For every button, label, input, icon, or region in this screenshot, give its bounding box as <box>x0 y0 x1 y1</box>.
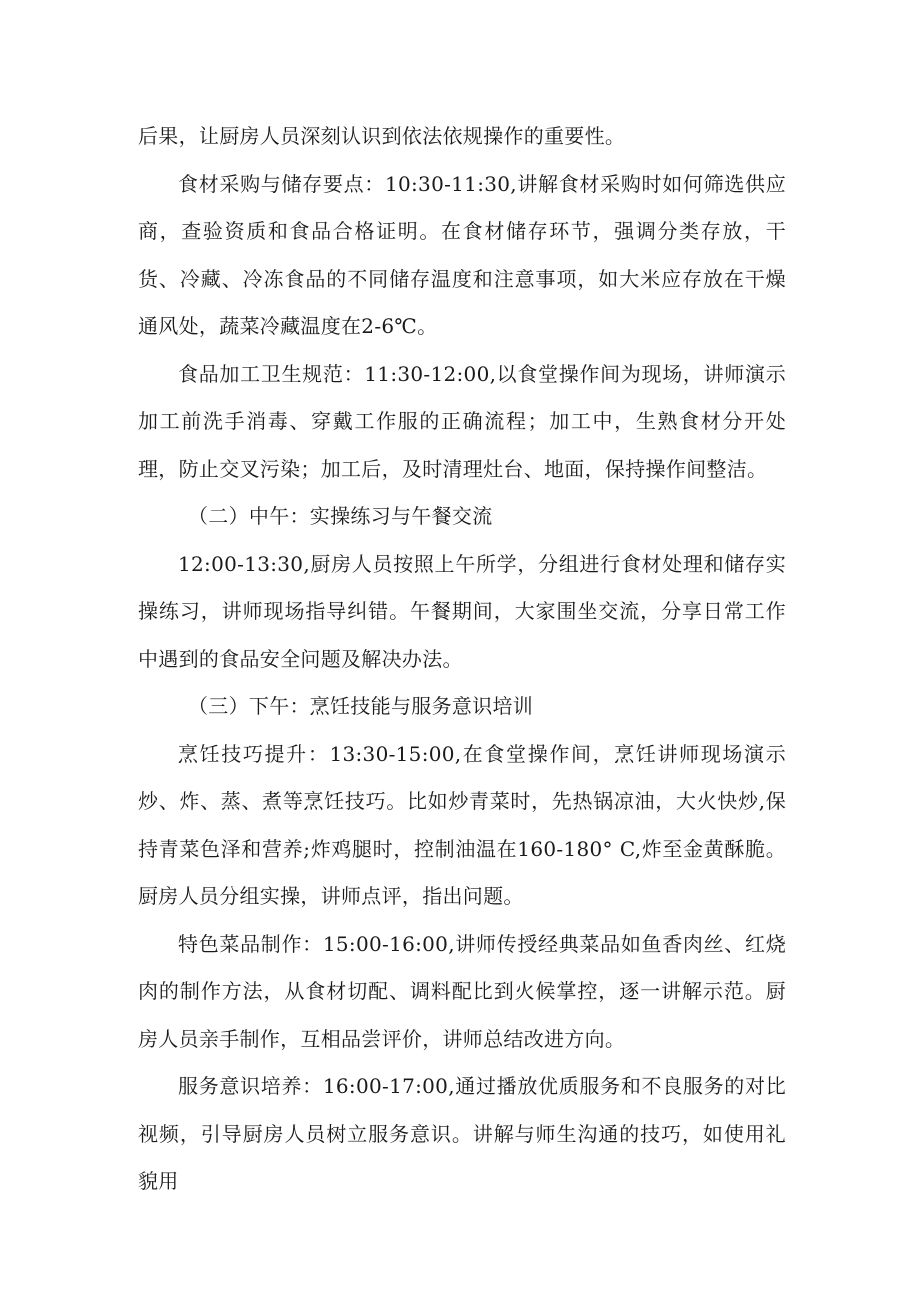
paragraph-noon-practice: 12:00-13:30,厨房人员按照上午所学，分组进行食材处理和储存实操练习，讲师现场指导纠错。午餐期间，大家围坐交流，分享日常工作中遇到的食品安全问题及解决办法。 <box>138 551 786 671</box>
paragraph-consequence: 后果，让厨房人员深刻认识到依法依规操作的重要性。 <box>138 124 626 148</box>
paragraph-signature-dishes: 特色菜品制作：15:00-16:00,讲师传授经典菜品如鱼香肉丝、红烧肉的制作方法，从食材切配、调料配比到火候掌控，逐一讲解示范。厨房人员亲手制作，互相品尝评价，讲师总结改进方向。 <box>138 931 786 1051</box>
paragraph-service-awareness: 服务意识培养：16:00-17:00,通过播放优质服务和不良服务的对比视频，引导厨房人员树立服务意识。讲解与师生沟通的技巧，如使用礼貌用 <box>138 1074 786 1193</box>
paragraph-ingredient-purchase-storage: 食材采购与储存要点：10:30-11:30,讲解食材采购时如何筛选供应商，查验资质和食品合格证明。在食材储存环节，强调分类存放，干货、冷藏、冷冻食品的不同储存温度和注意事项，如大米应存放在干燥通风处，蔬菜冷藏温度在2-6℃。 <box>138 171 786 338</box>
document-body <box>138 113 786 1206</box>
section-heading-afternoon: （三）下午：烹饪技能与服务意识培训 <box>188 694 534 718</box>
section-heading-noon: （二）中午：实操练习与午餐交流 <box>188 504 493 528</box>
paragraph-cooking-skills: 烹饪技巧提升：13:30-15:00,在食堂操作间，烹饪讲师现场演示炒、炸、蒸、煮等烹饪技巧。比如炒青菜时，先热锅凉油，大火快炒,保持青菜色泽和营养;炸鸡腿时，控制油温在160-180° C,炸至金黄酥脆。厨房人员分组实操，讲师点评，指出问题。 <box>138 741 786 908</box>
paragraph-food-processing-hygiene: 食品加工卫生规范：11:30-12:00,以食堂操作间为现场，讲师演示加工前洗手消毒、穿戴工作服的正确流程；加工中，生熟食材分开处理，防止交叉污染；加工后，及时清理灶台、地面，保持操作间整洁。 <box>138 361 786 481</box>
